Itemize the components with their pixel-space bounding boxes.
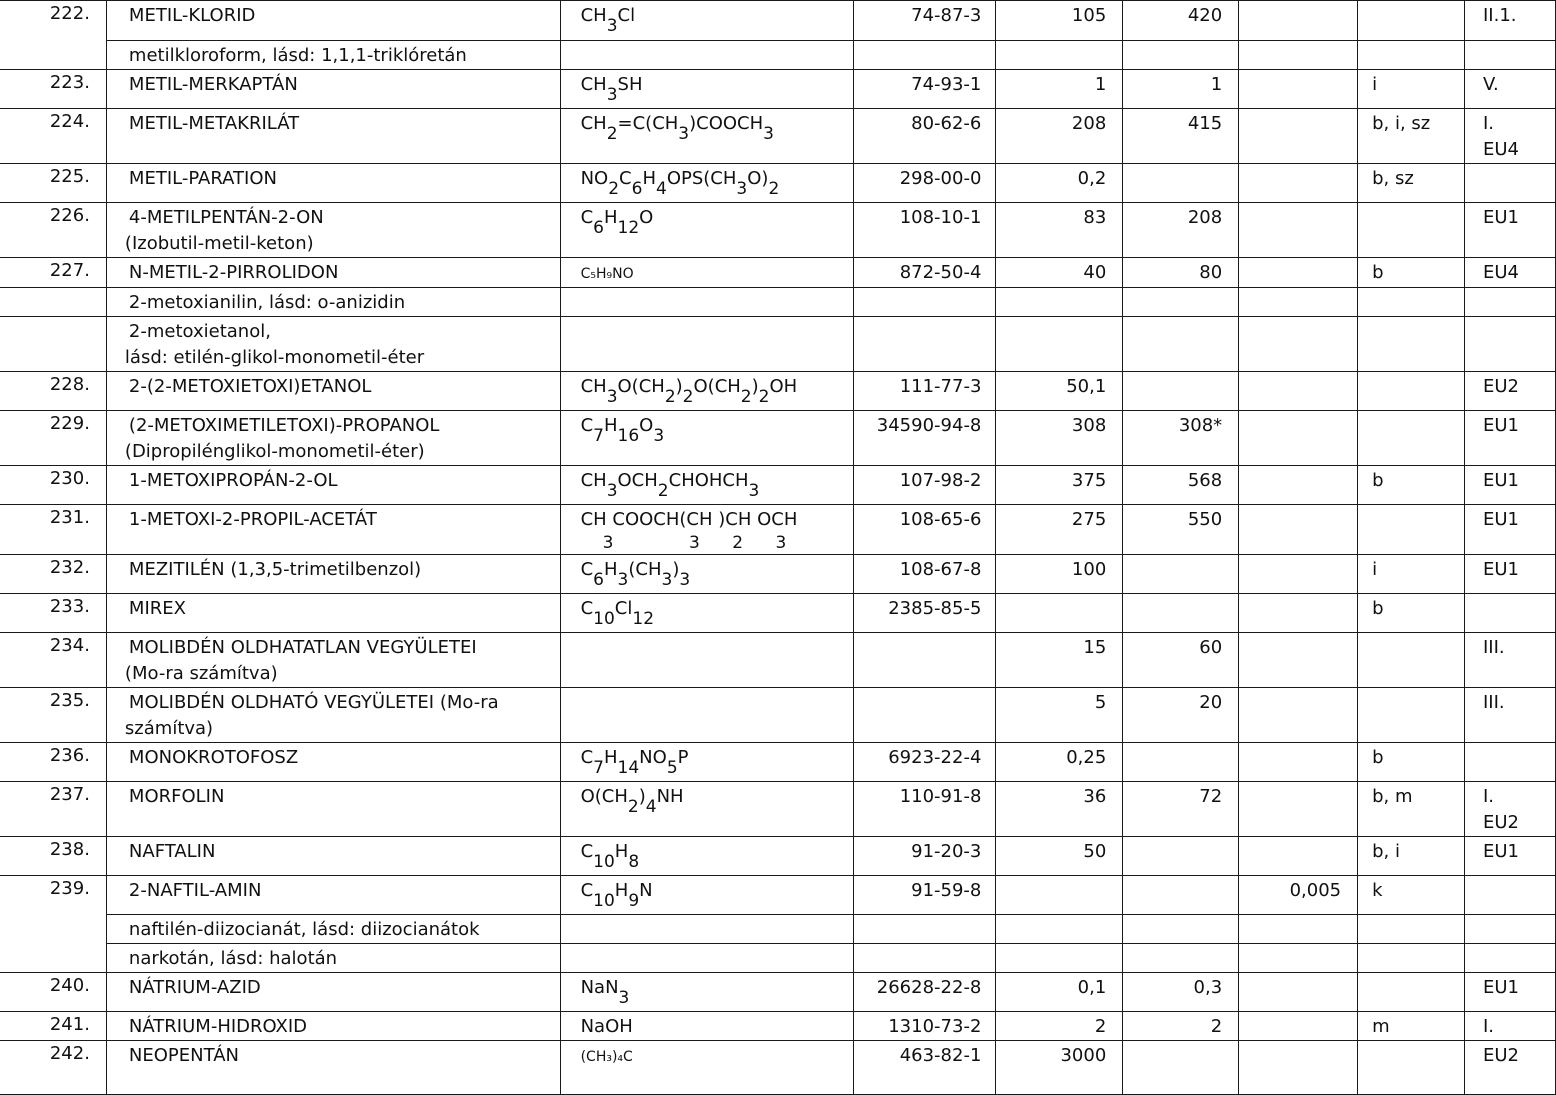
substance-name: [106, 944, 560, 973]
formula: NO2C6H4OPS(CH3O)2: [560, 164, 854, 203]
formula: [560, 41, 854, 70]
limit-value-2: [1123, 317, 1239, 372]
formula: C10H9N: [560, 876, 854, 915]
limit-value-2: 80: [1123, 258, 1239, 288]
cas-number: [854, 915, 996, 944]
limit-value-1: 5: [996, 688, 1123, 743]
limit-value-2: [1123, 944, 1239, 973]
substance-name-text: METIL-KLORID: [128, 5, 256, 26]
notes: [1358, 944, 1465, 973]
classification: EU1: [1465, 466, 1556, 505]
cas-number: [854, 288, 996, 317]
limit-value-3: [1239, 203, 1358, 258]
substance-name: [106, 1012, 560, 1041]
limit-value-1: 0,2: [996, 164, 1123, 203]
cas-number: [854, 944, 996, 973]
table-row: [1, 41, 1556, 70]
substance-name: [106, 915, 560, 944]
row-number: 237.: [1, 782, 107, 837]
notes: [1358, 1, 1465, 41]
cas-number: 74-93-1: [854, 70, 996, 109]
notes: b, m: [1358, 782, 1465, 837]
formula: C10H8: [560, 837, 854, 876]
classification: EU1: [1465, 555, 1556, 594]
formula: C6H12O: [560, 203, 854, 258]
limit-value-2: 568: [1123, 466, 1239, 505]
table-row: [1, 688, 1556, 743]
classification: II.1.: [1465, 1, 1556, 41]
substance-name-text: MOLIBDÉN OLDHATÓ VEGYÜLETEI (Mo-ra: [128, 692, 499, 713]
formula: [560, 915, 854, 944]
substance-name: [106, 688, 560, 743]
limit-value-2: [1123, 743, 1239, 782]
limit-value-3: [1239, 258, 1358, 288]
formula: C7H16O3: [560, 411, 854, 466]
table-row: [1, 743, 1556, 782]
table-row: [1, 915, 1556, 944]
limit-value-2: 415: [1123, 109, 1239, 164]
substance-name-text: 2-metoxianilin, lásd: o-anizidin: [128, 292, 406, 313]
row-number: 224.: [1, 109, 107, 164]
limit-value-3: [1239, 1041, 1358, 1095]
limit-value-1: 0,25: [996, 743, 1123, 782]
classification: [1465, 164, 1556, 203]
substance-name: [106, 109, 560, 164]
limit-value-1: 105: [996, 1, 1123, 41]
limit-value-3: [1239, 944, 1358, 973]
classification: [1465, 876, 1556, 915]
limit-value-3: [1239, 288, 1358, 317]
limit-value-1: 308: [996, 411, 1123, 466]
limit-value-2: [1123, 372, 1239, 411]
table-row: [1, 411, 1556, 466]
classification: [1465, 317, 1556, 372]
formula-subscripts: 3 3 2 3: [602, 533, 787, 553]
row-number: 242.: [1, 1041, 107, 1095]
limit-value-1: [996, 594, 1123, 633]
table-row: [1, 633, 1556, 688]
limit-value-1: [996, 944, 1123, 973]
row-number: 228.: [1, 372, 107, 411]
substance-name-text: NÁTRIUM-AZID: [128, 977, 261, 998]
substance-name-text: MIREX: [128, 598, 186, 619]
formula: CH COOCH(CH )CH OCH 3 3 2 3: [560, 505, 854, 555]
substance-name-line2: (Izobutil-metil-keton): [124, 233, 314, 254]
cas-number: 110-91-8: [854, 782, 996, 837]
limit-value-3: [1239, 466, 1358, 505]
classification: [1465, 288, 1556, 317]
formula: NaN3: [560, 973, 854, 1012]
table-row: [1, 555, 1556, 594]
cas-number: 872-50-4: [854, 258, 996, 288]
notes: k: [1358, 876, 1465, 915]
substance-name-text: naftilén-diizocianát, lásd: diizocianátok: [128, 919, 480, 940]
limit-value-1: [996, 876, 1123, 915]
limit-value-1: 50,1: [996, 372, 1123, 411]
limit-value-3: [1239, 70, 1358, 109]
row-number: 240.: [1, 973, 107, 1012]
substance-name: [106, 164, 560, 203]
formula: O(CH2)4NH: [560, 782, 854, 837]
row-number: 223.: [1, 70, 107, 109]
classification: [1465, 743, 1556, 782]
classification: EU1: [1465, 837, 1556, 876]
classification: EU2: [1465, 1041, 1556, 1095]
limit-value-1: 3000: [996, 1041, 1123, 1095]
substance-name-text: 1-METOXIPROPÁN-2-OL: [128, 470, 338, 491]
limit-value-2: [1123, 288, 1239, 317]
limit-value-1: 15: [996, 633, 1123, 688]
classification: [1465, 915, 1556, 944]
limit-value-2: 60: [1123, 633, 1239, 688]
table-row: [1, 944, 1556, 973]
cas-number: 108-10-1: [854, 203, 996, 258]
formula: C₅H₉NO: [560, 258, 854, 288]
substance-name-text: MONOKROTOFOSZ: [128, 747, 299, 768]
classification: V.: [1465, 70, 1556, 109]
limit-value-1: 1: [996, 70, 1123, 109]
cas-number: 1310-73-2: [854, 1012, 996, 1041]
limit-value-3: [1239, 555, 1358, 594]
row-number: 230.: [1, 466, 107, 505]
substance-name: [106, 411, 560, 466]
limit-value-1: 0,1: [996, 973, 1123, 1012]
limit-value-2: [1123, 876, 1239, 915]
substance-name-text: 2-NAFTIL-AMIN: [128, 880, 262, 901]
classification: [1465, 594, 1556, 633]
limit-value-2: [1123, 594, 1239, 633]
substance-name: [106, 466, 560, 505]
limit-value-3: [1239, 164, 1358, 203]
substance-name-text: MEZITILÉN (1,3,5-trimetilbenzol): [128, 559, 422, 580]
notes: [1358, 372, 1465, 411]
substance-name-text: 1-METOXI-2-PROPIL-ACETÁT: [128, 509, 377, 530]
substance-name: [106, 743, 560, 782]
formula: CH3SH: [560, 70, 854, 109]
limit-value-1: [996, 317, 1123, 372]
cas-number: 463-82-1: [854, 1041, 996, 1095]
limit-value-1: 208: [996, 109, 1123, 164]
table-row: [1, 1, 1556, 41]
cas-number: 91-20-3: [854, 837, 996, 876]
limit-value-3: [1239, 1012, 1358, 1041]
formula: CH3OCH2CHOHCH3: [560, 466, 854, 505]
substance-name-text: 2-(2-METOXIETOXI)ETANOL: [128, 376, 372, 397]
notes: [1358, 973, 1465, 1012]
substance-name-text: NEOPENTÁN: [128, 1045, 239, 1066]
row-number: 231.: [1, 505, 107, 555]
notes: [1358, 915, 1465, 944]
limit-value-2: 20: [1123, 688, 1239, 743]
row-number: 239.: [1, 876, 107, 973]
cas-number: 74-87-3: [854, 1, 996, 41]
notes: b, i: [1358, 837, 1465, 876]
formula: NaOH: [560, 1012, 854, 1041]
substance-name-line2: számítva): [124, 718, 214, 739]
row-number: 225.: [1, 164, 107, 203]
formula: CH3O(CH2)2O(CH2)2OH: [560, 372, 854, 411]
substance-name: [106, 505, 560, 555]
classification: I. EU2: [1465, 782, 1556, 837]
limit-value-3: [1239, 743, 1358, 782]
substance-name: [106, 876, 560, 915]
substance-name: [106, 1041, 560, 1095]
substance-name-text: 2-metoxietanol,: [128, 321, 271, 342]
formula: C10Cl12: [560, 594, 854, 633]
notes: m: [1358, 1012, 1465, 1041]
substance-name: [106, 594, 560, 633]
cas-number: 91-59-8: [854, 876, 996, 915]
substance-name-text: N-METIL-2-PIRROLIDON: [128, 262, 339, 283]
substance-name: [106, 288, 560, 317]
cas-number: 80-62-6: [854, 109, 996, 164]
notes: b, sz: [1358, 164, 1465, 203]
limit-value-3: [1239, 633, 1358, 688]
substance-name: [106, 41, 560, 70]
cas-number: 26628-22-8: [854, 973, 996, 1012]
cas-number: 108-65-6: [854, 505, 996, 555]
limit-value-3: [1239, 372, 1358, 411]
row-number: 229.: [1, 411, 107, 466]
limit-value-2: 0,3: [1123, 973, 1239, 1012]
classification: EU4: [1465, 258, 1556, 288]
substance-name-line2: (Mo-ra számítva): [124, 663, 278, 684]
substance-name-text: narkotán, lásd: halotán: [128, 948, 338, 969]
substance-name-text: MOLIBDÉN OLDHATATLAN VEGYÜLETEI: [128, 637, 477, 658]
substance-name-text: 4-METILPENTÁN-2-ON: [128, 207, 324, 228]
substance-name-text: (2-METOXIMETILETOXI)-PROPANOL: [128, 415, 440, 436]
table-row: [1, 973, 1556, 1012]
row-number: 227.: [1, 258, 107, 288]
limit-value-3: [1239, 915, 1358, 944]
notes: [1358, 411, 1465, 466]
classification: I.: [1465, 1012, 1556, 1041]
limit-value-3: [1239, 594, 1358, 633]
cas-number: 298-00-0: [854, 164, 996, 203]
notes: [1358, 633, 1465, 688]
limit-value-3: [1239, 837, 1358, 876]
limit-value-3: [1239, 1, 1358, 41]
limit-value-2: [1123, 41, 1239, 70]
cas-number: 2385-85-5: [854, 594, 996, 633]
notes: [1358, 203, 1465, 258]
limit-value-1: 100: [996, 555, 1123, 594]
notes: i: [1358, 555, 1465, 594]
table-row: [1, 109, 1556, 164]
row-number: 235.: [1, 688, 107, 743]
table-row: [1, 876, 1556, 915]
formula: C7H14NO5P: [560, 743, 854, 782]
row-number: 238.: [1, 837, 107, 876]
formula: CH2=C(CH3)COOCH3: [560, 109, 854, 164]
row-number: 226.: [1, 203, 107, 258]
table-row: [1, 288, 1556, 317]
formula: [560, 288, 854, 317]
classification: EU1: [1465, 505, 1556, 555]
classification: III.: [1465, 633, 1556, 688]
table-row: [1, 1041, 1556, 1095]
notes: [1358, 688, 1465, 743]
limit-value-1: [996, 288, 1123, 317]
substance-name: [106, 203, 560, 258]
cas-number: 6923-22-4: [854, 743, 996, 782]
notes: b: [1358, 743, 1465, 782]
limit-value-2: 420: [1123, 1, 1239, 41]
table-row: [1, 372, 1556, 411]
limit-value-3: 0,005: [1239, 876, 1358, 915]
substance-name-text: METIL-METAKRILÁT: [128, 113, 300, 134]
limit-value-3: [1239, 317, 1358, 372]
limit-value-1: 375: [996, 466, 1123, 505]
formula: CH3Cl: [560, 1, 854, 41]
substance-name: [106, 782, 560, 837]
row-number: 222.: [1, 1, 107, 70]
formula: [560, 688, 854, 743]
substance-name: [106, 70, 560, 109]
row-number: [1, 317, 107, 372]
classification: I. EU4: [1465, 109, 1556, 164]
substance-name: [106, 837, 560, 876]
substance-name: [106, 258, 560, 288]
table-row: [1, 1012, 1556, 1041]
cas-number: [854, 688, 996, 743]
row-number: [1, 288, 107, 317]
table-row: [1, 203, 1556, 258]
limit-value-2: 550: [1123, 505, 1239, 555]
limit-value-1: 50: [996, 837, 1123, 876]
table-row: [1, 782, 1556, 837]
formula: C6H3(CH3)3: [560, 555, 854, 594]
substance-name: [106, 973, 560, 1012]
classification: EU1: [1465, 411, 1556, 466]
limit-value-3: [1239, 109, 1358, 164]
limit-value-3: [1239, 505, 1358, 555]
notes: [1358, 288, 1465, 317]
substance-name-text: metilkloroform, lásd: 1,1,1-triklóretán: [128, 45, 467, 66]
row-number: 236.: [1, 743, 107, 782]
limit-value-3: [1239, 688, 1358, 743]
table-row: [1, 258, 1556, 288]
substance-name-text: METIL-PARATION: [128, 168, 277, 189]
limit-value-2: [1123, 164, 1239, 203]
notes: [1358, 317, 1465, 372]
limit-value-1: 36: [996, 782, 1123, 837]
limit-value-1: 2: [996, 1012, 1123, 1041]
limit-value-3: [1239, 782, 1358, 837]
classification: EU2: [1465, 372, 1556, 411]
substance-name-text: MORFOLIN: [128, 786, 225, 807]
classification: [1465, 944, 1556, 973]
limit-value-1: 40: [996, 258, 1123, 288]
limit-value-2: [1123, 555, 1239, 594]
notes: [1358, 505, 1465, 555]
limit-value-2: 208: [1123, 203, 1239, 258]
notes: b: [1358, 594, 1465, 633]
notes: [1358, 1041, 1465, 1095]
cas-number: 111-77-3: [854, 372, 996, 411]
table-row: [1, 317, 1556, 372]
substance-name-text: NÁTRIUM-HIDROXID: [128, 1016, 308, 1037]
cas-number: 108-67-8: [854, 555, 996, 594]
table-row: [1, 70, 1556, 109]
limit-value-1: 275: [996, 505, 1123, 555]
limit-value-2: [1123, 915, 1239, 944]
row-number: 234.: [1, 633, 107, 688]
cas-number: 34590-94-8: [854, 411, 996, 466]
row-number: 232.: [1, 555, 107, 594]
limit-value-2: 2: [1123, 1012, 1239, 1041]
row-number: 241.: [1, 1012, 107, 1041]
notes: i: [1358, 70, 1465, 109]
substance-name-line2: lásd: etilén-glikol-monometil-éter: [124, 347, 425, 368]
substance-name: [106, 1, 560, 41]
substance-name-text: NAFTALIN: [128, 841, 216, 862]
limit-value-3: [1239, 973, 1358, 1012]
substance-name: [106, 372, 560, 411]
formula: [560, 317, 854, 372]
classification: [1465, 41, 1556, 70]
limit-value-2: [1123, 1041, 1239, 1095]
classification: III.: [1465, 688, 1556, 743]
cas-number: 107-98-2: [854, 466, 996, 505]
classification: EU1: [1465, 203, 1556, 258]
limit-value-1: 83: [996, 203, 1123, 258]
table-row: [1, 466, 1556, 505]
substance-name: [106, 555, 560, 594]
notes: b: [1358, 466, 1465, 505]
formula: [560, 944, 854, 973]
table-row: [1, 164, 1556, 203]
table-row: [1, 594, 1556, 633]
notes: [1358, 41, 1465, 70]
substance-name-text: METIL-MERKAPTÁN: [128, 74, 298, 95]
table-row: [1, 837, 1556, 876]
notes: b: [1358, 258, 1465, 288]
limit-value-1: [996, 915, 1123, 944]
limit-value-3: [1239, 41, 1358, 70]
limit-value-2: 72: [1123, 782, 1239, 837]
limit-value-2: [1123, 837, 1239, 876]
classification: EU1: [1465, 973, 1556, 1012]
cas-number: [854, 317, 996, 372]
limit-value-1: [996, 41, 1123, 70]
substance-name: [106, 317, 560, 372]
formula: [560, 633, 854, 688]
table-row: [1, 505, 1556, 555]
limit-value-2: 1: [1123, 70, 1239, 109]
notes: b, i, sz: [1358, 109, 1465, 164]
formula: (CH₃)₄C: [560, 1041, 854, 1095]
limit-value-3: [1239, 411, 1358, 466]
cas-number: [854, 41, 996, 70]
cas-number: [854, 633, 996, 688]
row-number: 233.: [1, 594, 107, 633]
substance-name: [106, 633, 560, 688]
limit-value-2: 308*: [1123, 411, 1239, 466]
substance-name-line2: (Dipropilénglikol-monometil-éter): [124, 441, 425, 462]
